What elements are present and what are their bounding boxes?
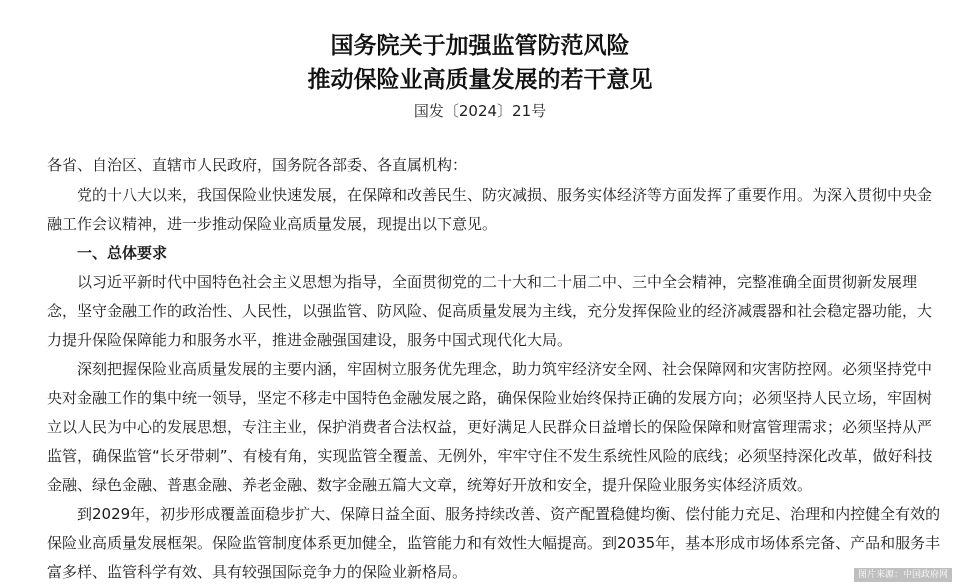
paragraph-line: 到2029年，初步形成覆盖面稳步扩大、保障日益全面、服务持续改善、资产配置稳健均衡、偿付能力充足、治理和内控健全有效的 [77,505,941,523]
image-credit: 图片来源：中国政府网 [854,568,952,582]
document-title-line-2: 推动保险业高质量发展的若干意见 [307,67,653,93]
salutation: 各省、自治区、直辖市人民政府，国务院各部委、各直属机构： [47,156,468,174]
paragraph-line: 立以人民为中心的发展思想，专注主业，保护消费者合法权益，更好满足人民群众日益增长的保险保障和财富管理需求；必须坚持从严 [47,418,933,436]
paragraph-line: 保险业高质量发展框架。保险监管制度体系更加健全，监管能力和有效性大幅提高。到2035年，基本形成市场体系完备、产品和服务丰 [47,534,941,552]
paragraph-line: 党的十八大以来，我国保险业快速发展，在保障和改善民生、防灾减损、服务实体经济等方面发挥了重要作用。为深入贯彻中央金 [77,186,933,204]
paragraph-line: 央对金融工作的集中统一领导，坚定不移走中国特色金融发展之路，确保保险业始终保持正确的发展方向；必须坚持人民立场，牢固树 [47,389,933,407]
section-heading: 一、总体要求 [77,244,168,262]
paragraph-line: 融工作会议精神，进一步推动保险业高质量发展，现提出以下意见。 [47,215,498,233]
document-number: 国发〔2024〕21号 [413,102,547,120]
paragraph-line: 以习近平新时代中国特色社会主义思想为指导，全面贯彻党的二十大和二十届二中、三中全会精神，完整准确全面贯彻新发展理 [77,273,918,291]
paragraph-line: 深刻把握保险业高质量发展的主要内涵，牢固树立服务优先理念，助力筑牢经济安全网、社会保障网和灾害防控网。必须坚持党中 [77,360,933,378]
document-title-line-1: 国务院关于加强监管防范风险 [330,33,630,59]
paragraph-line: 念，坚守金融工作的政治性、人民性，以强监管、防风险、促高质量发展为主线，充分发挥保险业的经济减震器和社会稳定器功能，大 [47,302,933,320]
paragraph-line: 力提升保险保障能力和服务水平，推进金融强国建设，服务中国式现代化大局。 [47,331,573,349]
paragraph-line: 监管，确保监管“长牙带刺”、有棱有角，实现监管全覆盖、无例外，牢牢守住不发生系统性风险的底线；必须坚持深化改革，做好科技 [47,447,933,465]
paragraph-line: 金融、绿色金融、普惠金融、养老金融、数字金融五篇大文章，统筹好开放和安全，提升保险业服务实体经济质效。 [47,476,813,494]
paragraph-line: 富多样、监管科学有效、具有较强国际竞争力的保险业新格局。 [47,563,468,581]
